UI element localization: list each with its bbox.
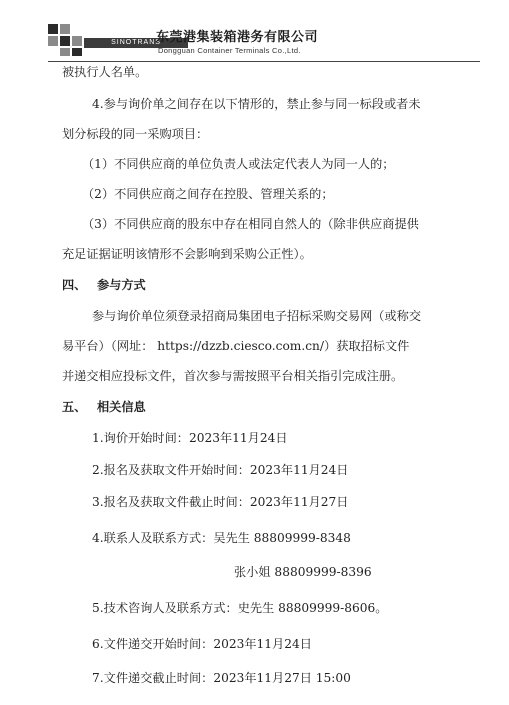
info-item: 5.技术咨询人及联系方式：史先生 88809999-8606。 xyxy=(92,601,388,615)
section-4-number: 四、 xyxy=(62,278,87,292)
header-divider xyxy=(48,61,480,62)
company-logo-icon xyxy=(48,24,82,56)
body-line: （2）不同供应商之间存在控股、管理关系的； xyxy=(82,187,334,201)
section-4-heading: 参与方式 xyxy=(97,278,146,292)
body-line: 易平台）（网址： https://dzzb.ciesco.com.cn/）获取招标文件 xyxy=(62,339,410,353)
info-item: 3.报名及获取文件截止时间：2023年11月27日 xyxy=(92,495,349,509)
letterhead xyxy=(48,18,478,58)
info-item-continued: 张小姐 88809999-8396 xyxy=(234,565,372,579)
company-name-cn: 东莞港集装箱港务有限公司 xyxy=(156,30,319,45)
body-line: （3）不同供应商的股东中存在相同自然人的（除非供应商提供 xyxy=(82,217,419,231)
company-name-en: Dongguan Container Terminals Co.,Ltd. xyxy=(158,46,301,55)
info-item: 2.报名及获取文件开始时间：2023年11月24日 xyxy=(92,463,349,477)
info-item: 1.询价开始时间：2023年11月24日 xyxy=(92,431,288,445)
body-line: 并递交相应投标文件，首次参与需按照平台相关指引完成注册。 xyxy=(62,369,404,383)
body-line: 被执行人名单。 xyxy=(62,65,148,79)
info-item: 7.文件递交截止时间：2023年11月27日 15:00 xyxy=(92,671,351,685)
logo-band: SINOTRANS xyxy=(84,38,188,48)
info-item: 4.联系人及联系方式：吴先生 88809999-8348 xyxy=(92,531,351,545)
body-line: （1）不同供应商的单位负责人或法定代表人为同一人的； xyxy=(82,157,395,171)
body-line: 4.参与询价单之间存在以下情形的，禁止参与同一标段或者未 xyxy=(92,97,421,111)
section-5-number: 五、 xyxy=(62,400,87,414)
body-line: 划分标段的同一采购项目： xyxy=(62,127,209,141)
body-line: 参与询价单位须登录招商局集团电子招标采购交易网（或称交 xyxy=(92,309,422,323)
body-line: 充足证据证明该情形不会影响到采购公正性）。 xyxy=(62,247,312,261)
info-item: 6.文件递交开始时间：2023年11月24日 xyxy=(92,637,312,651)
section-5-heading: 相关信息 xyxy=(97,400,146,414)
